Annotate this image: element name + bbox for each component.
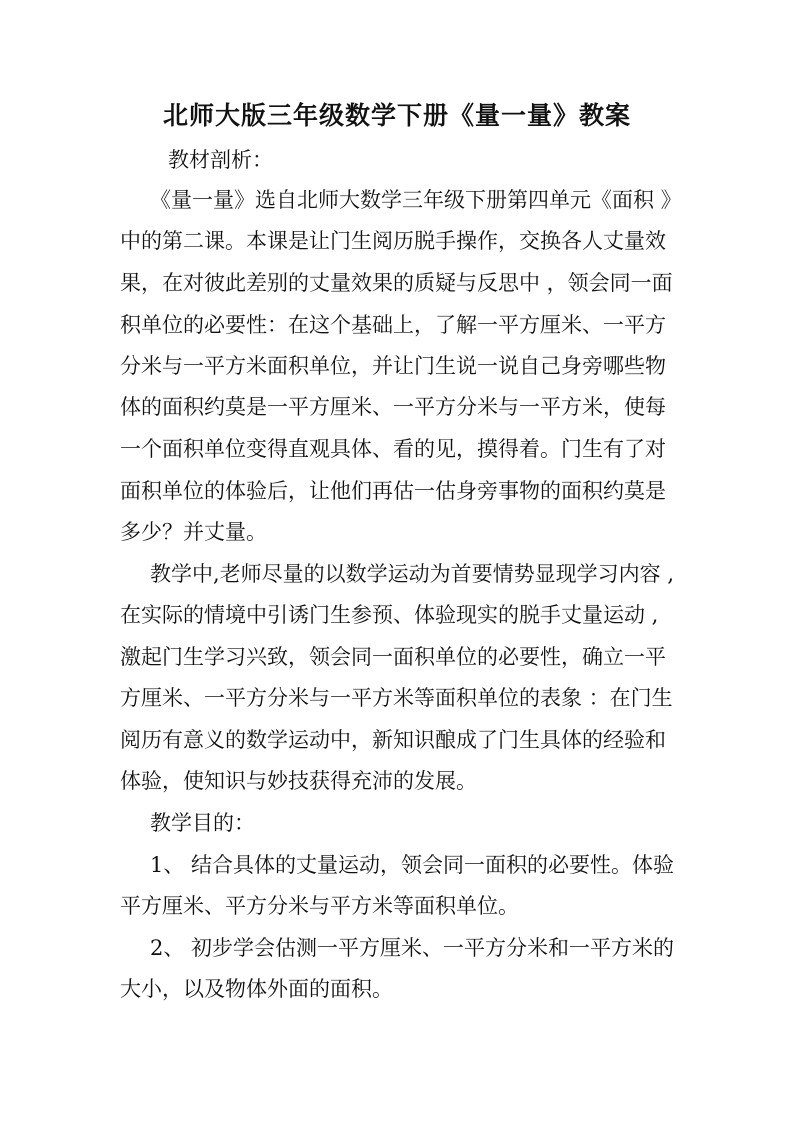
paragraph-line: 分米与一平方米面积单位，并让门生说一说自己身旁哪些物 (120, 354, 666, 378)
goal-item-1-continued: 平方厘米、平方分米与平方米等面积单位。 (120, 894, 519, 918)
paragraph-line: 面积单位的体验后，让他们再估一估身旁事物的面积约莫是 (120, 479, 666, 503)
section-heading-goals: 教学目的： (150, 811, 255, 835)
paragraph-line: 一个面积单位变得直观具体、看的见，摸得着。门生有了对 (120, 437, 666, 461)
document-title: 北师大版三年级数学下册《量一量》教案 (162, 101, 631, 130)
paragraph-line: 方厘米、一平方分米与一平方米等面积单位的表象 ：在门生 (120, 686, 673, 710)
section-heading-analysis: 教材剖析： (168, 148, 273, 172)
paragraph-line: 激起门生学习兴致，领会同一面积单位的必要性，确立一平 (120, 645, 666, 669)
paragraph-line: 体的面积约莫是一平方厘米、一平方分米与一平方米，使每 (120, 395, 666, 419)
goal-item-2: 2、 初步学会估测一平方厘米、一平方分米和一平方米的 (150, 936, 675, 960)
goal-item-1: 1、 结合具体的丈量运动，领会同一面积的必要性。体验 (150, 853, 675, 877)
paragraph-line: 体验，使知识与妙技获得充沛的发展。 (120, 769, 477, 793)
paragraph-line: 果，在对彼此差别的丈量效果的质疑与反思中 ，领会同一面 (120, 271, 673, 295)
paragraph-line: 多少？并丈量。 (120, 520, 267, 544)
paragraph-line: 阅历有意义的数学运动中，新知识酿成了门生具体的经验和 (120, 728, 666, 752)
paragraph-line: 中的第二课。本课是让门生阅历脱手操作，交换各人丈量效 (120, 229, 666, 253)
paragraph-line: 在实际的情境中引诱门生参预、体验现实的脱手丈量运动 , (120, 603, 659, 627)
paragraph-line: 《量一量》选自北师大数学三年级下册第四单元《面积 》 (150, 188, 682, 212)
paragraph-line: 积单位的必要性：在这个基础上，了解一平方厘米、一平方 (120, 313, 666, 337)
paragraph-line: 教学中,老师尽量的以数学运动为首要情势显现学习内容 , (150, 562, 675, 586)
goal-item-2-continued: 大小，以及物体外面的面积。 (120, 977, 393, 1001)
